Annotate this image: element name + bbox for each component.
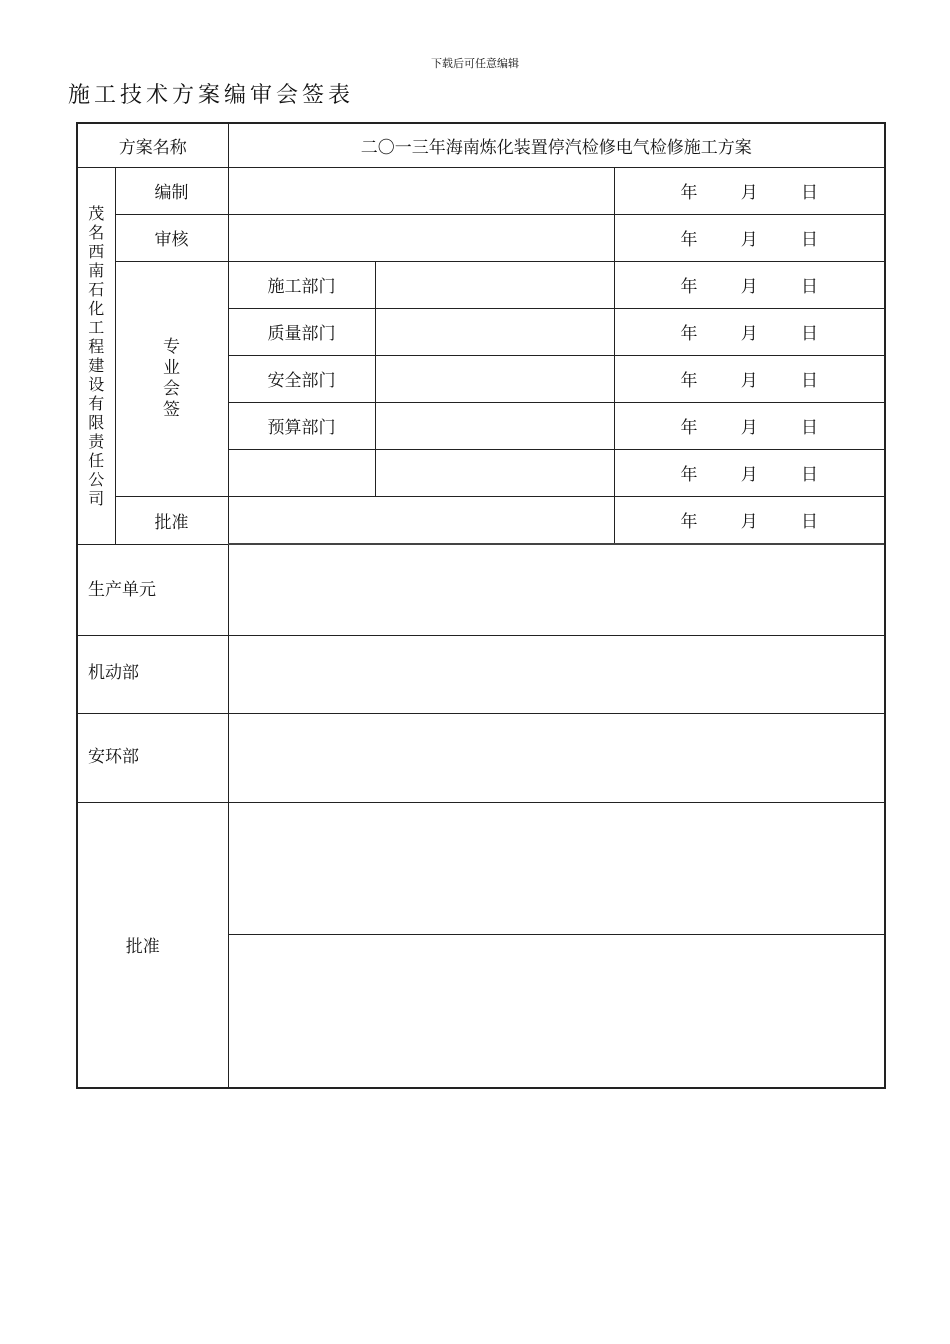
dept-safety-label: 安全部门 <box>228 355 375 402</box>
final-approve-label: 批准 <box>77 802 228 1088</box>
final-approve-field-2[interactable] <box>228 934 885 1088</box>
dept-safety-signature[interactable] <box>375 355 614 402</box>
header-note: 下载后可任意编辑 <box>431 57 519 70</box>
mechanical-dept-label: 机动部 <box>77 635 228 713</box>
final-approve-field-1[interactable] <box>228 802 885 934</box>
dept-quality-date[interactable]: 年 月 日 <box>614 308 885 355</box>
dept-budget-signature[interactable] <box>375 402 614 449</box>
approve-signature-field[interactable] <box>228 496 614 544</box>
dept-extra-date[interactable]: 年 月 日 <box>614 449 885 496</box>
dept-construction-signature[interactable] <box>375 261 614 308</box>
compile-label: 编制 <box>115 167 228 214</box>
dept-construction-date[interactable]: 年 月 日 <box>614 261 885 308</box>
production-unit-label: 生产单元 <box>77 544 228 635</box>
review-label: 审核 <box>115 214 228 261</box>
production-unit-field[interactable] <box>228 544 885 635</box>
dept-safety-date[interactable]: 年 月 日 <box>614 355 885 402</box>
mechanical-dept-field[interactable] <box>228 635 885 713</box>
dept-quality-label: 质量部门 <box>228 308 375 355</box>
plan-name-value: 二〇一三年海南炼化装置停汽检修电气检修施工方案 <box>228 123 885 167</box>
dept-quality-signature[interactable] <box>375 308 614 355</box>
safety-env-dept-field[interactable] <box>228 713 885 802</box>
approve-label: 批准 <box>115 496 228 544</box>
document-title: 施工技术方案编审会签表 <box>68 83 355 108</box>
dept-extra-signature[interactable] <box>375 449 614 496</box>
safety-env-dept-label: 安环部 <box>77 713 228 802</box>
dept-budget-date[interactable]: 年 月 日 <box>614 402 885 449</box>
compile-signature-field[interactable] <box>228 167 614 214</box>
review-date[interactable]: 年 月 日 <box>614 214 885 261</box>
dept-extra-label[interactable] <box>228 449 375 496</box>
dept-construction-label: 施工部门 <box>228 261 375 308</box>
review-signature-field[interactable] <box>228 214 614 261</box>
plan-name-label: 方案名称 <box>77 123 228 167</box>
approval-form-table <box>76 122 886 1089</box>
company-name-vertical: 茂 名 西 南 石 化 工 程 建 设 有 限 责 任 公 司 <box>77 167 115 544</box>
compile-date[interactable]: 年 月 日 <box>614 167 885 214</box>
countersign-label: 专 业 会 签 <box>115 261 228 496</box>
approve-date[interactable]: 年 月 日 <box>614 496 885 544</box>
dept-budget-label: 预算部门 <box>228 402 375 449</box>
